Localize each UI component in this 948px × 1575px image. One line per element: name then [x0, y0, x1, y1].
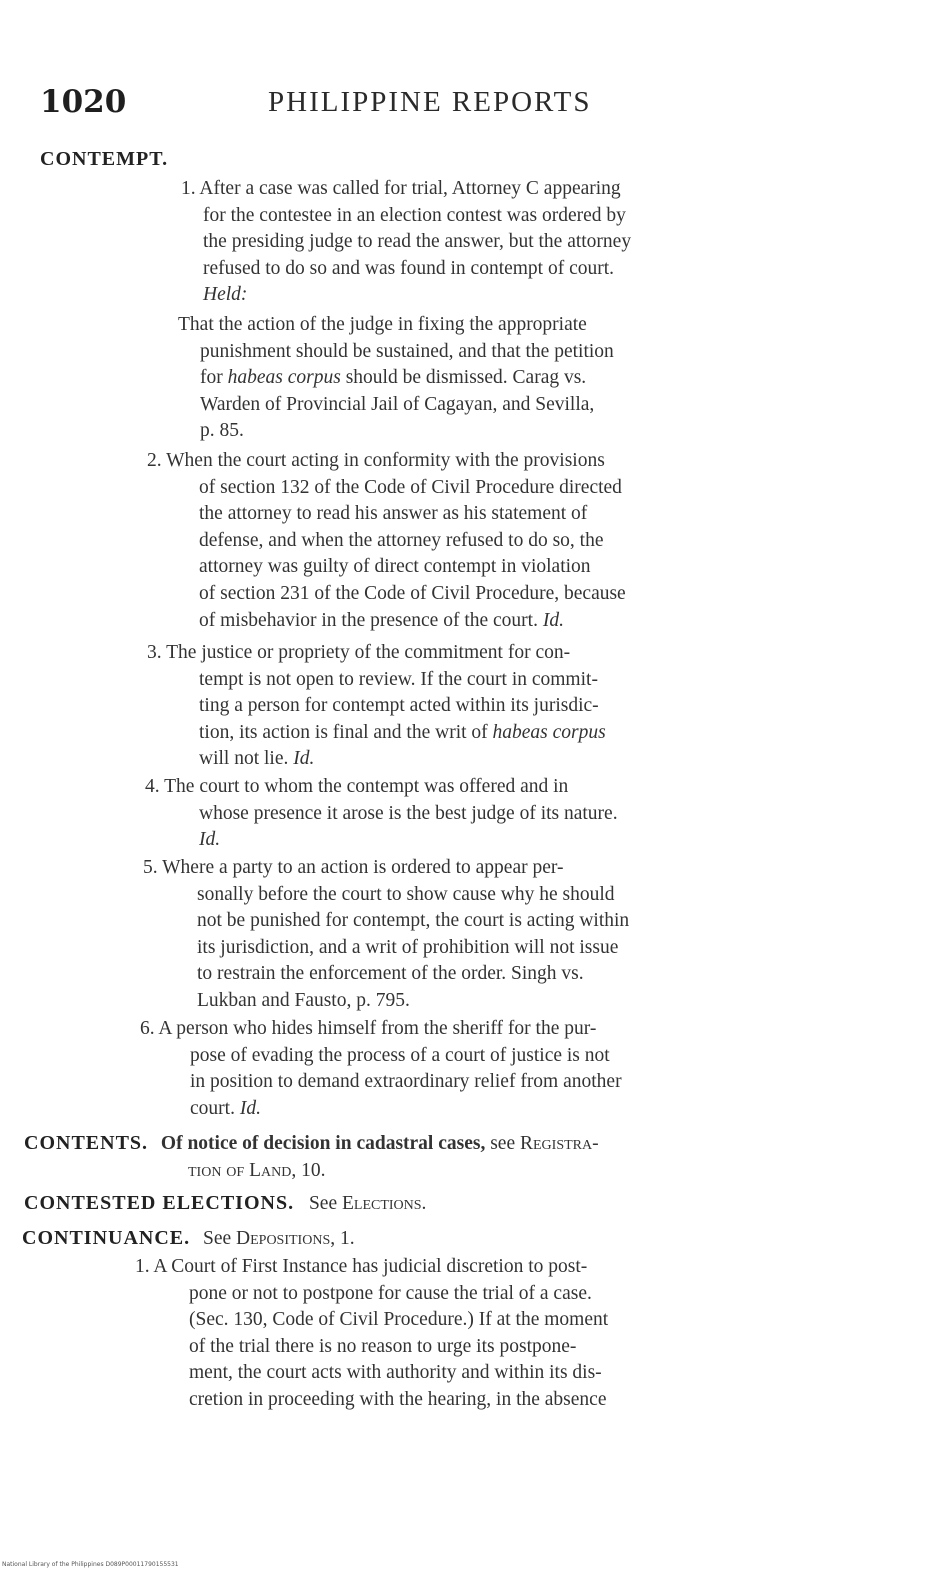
text-span: should be dismissed. Carag vs. [340, 367, 587, 389]
contempt-item-4 [145, 774, 618, 854]
contempt-item-3 [147, 640, 606, 773]
text-line: (Sec. 130, Code of Civil Procedure.) If at the moment [189, 1309, 609, 1331]
text-line: sonally before the court to show cause why he should [197, 883, 615, 905]
contents-entry [24, 1130, 599, 1184]
page-number: 1020 [40, 84, 127, 120]
scan-stamp: National Library of the Philippines D089P00011790155531 [2, 1561, 179, 1568]
text-line: of section 132 of the Code of Civil Procedure directed [199, 476, 622, 498]
text-span: will not lie. [199, 748, 289, 770]
text-line [24, 1190, 426, 1218]
continuance-item-1 [135, 1254, 608, 1414]
text-line: cretion in proceeding with the hearing, in the absence [189, 1388, 607, 1410]
text-line [22, 1225, 355, 1253]
cross-reference: Registra- [520, 1133, 599, 1154]
citation: Id. [199, 829, 221, 851]
citation: Id. [293, 748, 315, 770]
text-line: punishment should be sustained, and that the petition [200, 340, 614, 362]
text-span: for [200, 367, 228, 389]
text-line: 3. The justice or propriety of the commitment for con- [147, 642, 571, 663]
contents-heading: CONTENTS. [24, 1132, 149, 1154]
text-line: Warden of Provincial Jail of Cagayan, and Sevilla, [200, 393, 595, 415]
contempt-item-1-holding [178, 312, 614, 445]
text-line: That the action of the judge in fixing the appropriate [178, 314, 587, 335]
cross-reference: Depositions, 1. [236, 1228, 355, 1249]
held-label: Held: [203, 284, 248, 306]
text-line: the attorney to read his answer as his statement of [199, 503, 588, 525]
text-line: ment, the court acts with authority and within its dis- [189, 1362, 602, 1384]
italic-term: habeas corpus [492, 721, 606, 743]
contested-elections-heading: CONTESTED ELECTIONS. [24, 1192, 295, 1214]
text-span: tion, its action is final and the writ of [199, 721, 493, 743]
text-line [24, 1130, 599, 1158]
text-line: the presiding judge to read the answer, but the attorney [203, 231, 632, 253]
text-line: of the trial there is no reason to urge its postpone- [189, 1335, 577, 1357]
text-line [178, 365, 614, 392]
text-span: of misbehavior in the presence of the court. [199, 609, 538, 631]
text-line: 4. The court to whom the contempt was offered and in [145, 776, 569, 797]
text-line: defense, and when the attorney refused to do so, the [199, 529, 604, 551]
contempt-heading: CONTEMPT. [40, 148, 169, 170]
see-text: see [485, 1133, 520, 1154]
contents-text: Of notice of decision in cadastral cases, [160, 1133, 486, 1154]
text-line [147, 720, 606, 747]
text-line: refused to do so and was found in contempt of court. [203, 257, 615, 279]
text-line: 2. When the court acting in conformity with the provisions [147, 450, 605, 471]
contempt-item-2 [147, 448, 626, 634]
text-line: tempt is not open to review. If the court in commit- [199, 668, 598, 690]
text-line: pose of evading the process of a court of justice is not [190, 1044, 610, 1066]
continuance-entry [22, 1225, 355, 1253]
text-line: to restrain the enforcement of the order. Singh vs. [197, 963, 584, 985]
italic-term: habeas corpus [227, 367, 341, 389]
text-line: pone or not to postpone for cause the trial of a case. [189, 1282, 592, 1304]
text-span: court. [190, 1097, 235, 1119]
cross-reference: Elections. [341, 1193, 427, 1214]
text-line: 6. A person who hides himself from the sheriff for the pur- [140, 1018, 597, 1039]
contempt-item-6 [140, 1016, 622, 1122]
text-line: 1. After a case was called for trial, Attorney C appearing [181, 178, 621, 199]
text-line: Lukban and Fausto, p. 795. [197, 989, 410, 1011]
contempt-item-5 [143, 855, 629, 1015]
citation: Id. [239, 1097, 261, 1119]
text-line: whose presence it arose is the best judge of its nature. [199, 802, 618, 824]
contempt-item-1 [175, 176, 631, 309]
text-line: 1. A Court of First Instance has judicial discretion to post- [135, 1256, 588, 1277]
text-line: in position to demand extraordinary relief from another [190, 1071, 622, 1093]
continuance-heading: CONTINUANCE. [22, 1227, 191, 1249]
text-line [140, 1096, 622, 1123]
cross-reference: tion of Land, 10. [188, 1159, 326, 1181]
see-text: See [203, 1228, 232, 1249]
text-line: attorney was guilty of direct contempt in violation [199, 556, 591, 578]
text-line: its jurisdiction, and a writ of prohibition will not issue [197, 936, 619, 958]
text-line: 5. Where a party to an action is ordered to appear per- [143, 857, 564, 878]
text-line [147, 608, 626, 635]
text-line [147, 746, 606, 773]
contested-elections-entry [24, 1190, 426, 1218]
text-line: ting a person for contempt acted within its jurisdic- [199, 695, 599, 717]
running-title: PHILIPPINE REPORTS [268, 86, 592, 118]
citation: Id. [542, 609, 564, 631]
text-line: for the contestee in an election contest was ordered by [203, 204, 626, 226]
see-text: See [308, 1193, 338, 1214]
text-line: not be punished for contempt, the court is acting within [197, 910, 630, 932]
text-line: of section 231 of the Code of Civil Procedure, because [199, 582, 626, 604]
text-line: p. 85. [200, 420, 244, 442]
